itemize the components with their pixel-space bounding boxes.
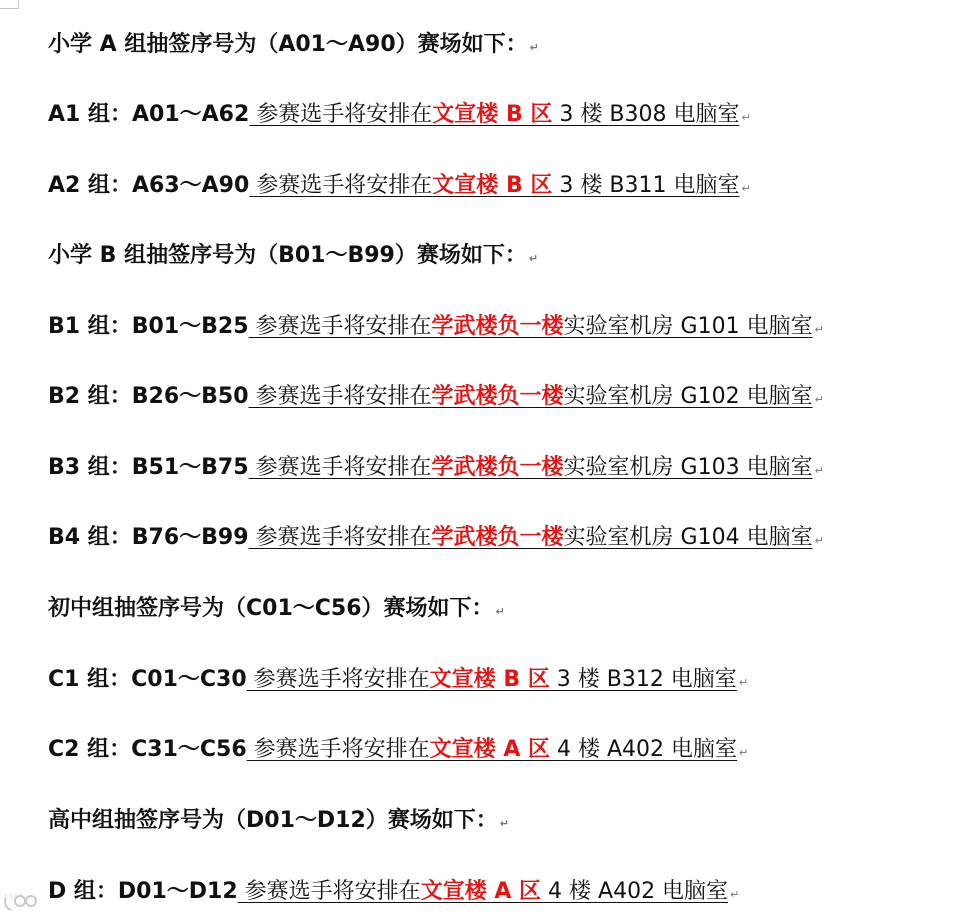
- assignment-prefix: 参赛选手将安排在: [249, 173, 433, 198]
- heading-text: 初中组抽签序号为（C01～C56）赛场如下：: [48, 596, 494, 621]
- room-location: 3 楼 B308 电脑室: [552, 102, 740, 127]
- venue-assignment: [238, 879, 728, 904]
- number-range: B51～B75: [131, 455, 249, 480]
- assignment-prefix: 参赛选手将安排在: [248, 525, 432, 550]
- primary-a-heading: [48, 29, 539, 61]
- building-name: 文宣楼 A 区: [429, 737, 551, 762]
- paragraph-mark-icon: ↵: [741, 182, 751, 195]
- room-location: 实验室机房 G101 电脑室: [563, 314, 813, 339]
- senior-high-heading: [48, 805, 509, 837]
- venue-assignment: [249, 384, 813, 409]
- assignment-line-a1: [48, 99, 751, 131]
- assignment-line-c2: [48, 734, 748, 766]
- group-label: B1 组：: [48, 314, 132, 339]
- number-range: D01～D12: [117, 879, 238, 904]
- room-location: 4 楼 A402 电脑室: [541, 879, 729, 904]
- group-label: B2 组：: [48, 384, 132, 409]
- number-range: A01～A62: [132, 102, 250, 127]
- room-location: 4 楼 A402 电脑室: [550, 737, 738, 762]
- assignment-prefix: 参赛选手将安排在: [246, 737, 430, 762]
- heading-text: 小学 A 组抽签序号为（A01～A90）赛场如下：: [48, 32, 528, 57]
- number-range: C31～C56: [131, 737, 247, 762]
- assignment-line-b2: [48, 381, 824, 413]
- watermark-text: 大众点评: [3, 894, 24, 900]
- room-location: 3 楼 B311 电脑室: [552, 173, 740, 198]
- assignment-line-b4: [48, 522, 824, 554]
- assignment-prefix: 参赛选手将安排在: [248, 384, 432, 409]
- paragraph-mark-icon: ↵: [528, 252, 539, 265]
- watermark: [2, 888, 40, 916]
- assignment-line-d: [48, 876, 739, 908]
- room-location: 实验室机房 G104 电脑室: [563, 525, 813, 550]
- paragraph-mark-icon: ↵: [499, 817, 509, 830]
- paragraph-mark-icon: ↵: [738, 676, 749, 689]
- assignment-line-c1: [48, 664, 748, 696]
- paragraph-mark-icon: ↵: [814, 323, 824, 336]
- paragraph-mark-icon: ↵: [741, 111, 751, 124]
- number-range: B26～B50: [131, 384, 249, 409]
- paragraph-mark-icon: ↵: [495, 605, 505, 618]
- assignment-line-a2: [48, 170, 751, 202]
- number-range: B76～B99: [131, 525, 249, 550]
- room-location: 实验室机房 G102 电脑室: [563, 384, 813, 409]
- building-name: 学武楼负一楼: [431, 384, 564, 409]
- room-location: 3 楼 B312 电脑室: [549, 667, 737, 692]
- venue-assignment: [249, 102, 739, 127]
- group-label: B3 组：: [48, 455, 132, 480]
- assignment-prefix: 参赛选手将安排在: [246, 667, 430, 692]
- group-label: C1 组：: [48, 667, 132, 692]
- junior-high-heading: [48, 593, 505, 625]
- building-name: 文宣楼 A 区: [420, 879, 542, 904]
- group-label: A2 组：: [48, 173, 132, 198]
- assignment-line-b1: [48, 311, 824, 343]
- group-label: C2 组：: [48, 737, 132, 762]
- venue-assignment: [249, 173, 739, 198]
- number-range: B01～B25: [131, 314, 249, 339]
- assignment-prefix: 参赛选手将安排在: [248, 314, 432, 339]
- paragraph-mark-icon: ↵: [739, 746, 749, 759]
- venue-assignment: [249, 314, 813, 339]
- paragraph-mark-icon: ↵: [730, 888, 740, 901]
- watermark-logo-icon: [2, 890, 40, 914]
- venue-assignment: [247, 667, 737, 692]
- paragraph-mark-icon: ↵: [814, 464, 824, 477]
- assignment-prefix: 参赛选手将安排在: [249, 102, 433, 127]
- venue-assignment: [249, 455, 813, 480]
- room-location: 实验室机房 G103 电脑室: [563, 455, 813, 480]
- paragraph-mark-icon: ↵: [814, 393, 824, 406]
- building-name: 学武楼负一楼: [431, 525, 564, 550]
- paragraph-mark-icon: ↵: [814, 534, 824, 547]
- group-label: A1 组：: [48, 102, 132, 127]
- building-name: 文宣楼 B 区: [429, 667, 550, 692]
- heading-text: 小学 B 组抽签序号为（B01～B99）赛场如下：: [48, 243, 527, 268]
- primary-b-heading: [48, 240, 538, 272]
- group-label: D 组：: [48, 879, 118, 904]
- page-corner-mark: [0, 0, 19, 9]
- venue-assignment: [249, 525, 813, 550]
- heading-text: 高中组抽签序号为（D01～D12）赛场如下：: [48, 808, 498, 833]
- paragraph-mark-icon: ↵: [529, 41, 539, 54]
- assignment-prefix: 参赛选手将安排在: [237, 879, 421, 904]
- building-name: 文宣楼 B 区: [432, 102, 553, 127]
- number-range: C01～C30: [131, 667, 247, 692]
- building-name: 学武楼负一楼: [431, 455, 564, 480]
- building-name: 文宣楼 B 区: [432, 173, 553, 198]
- group-label: B4 组：: [48, 525, 132, 550]
- assignment-line-b3: [48, 452, 824, 484]
- assignment-prefix: 参赛选手将安排在: [248, 455, 432, 480]
- number-range: A63～A90: [132, 173, 250, 198]
- venue-assignment: [247, 737, 737, 762]
- building-name: 学武楼负一楼: [431, 314, 564, 339]
